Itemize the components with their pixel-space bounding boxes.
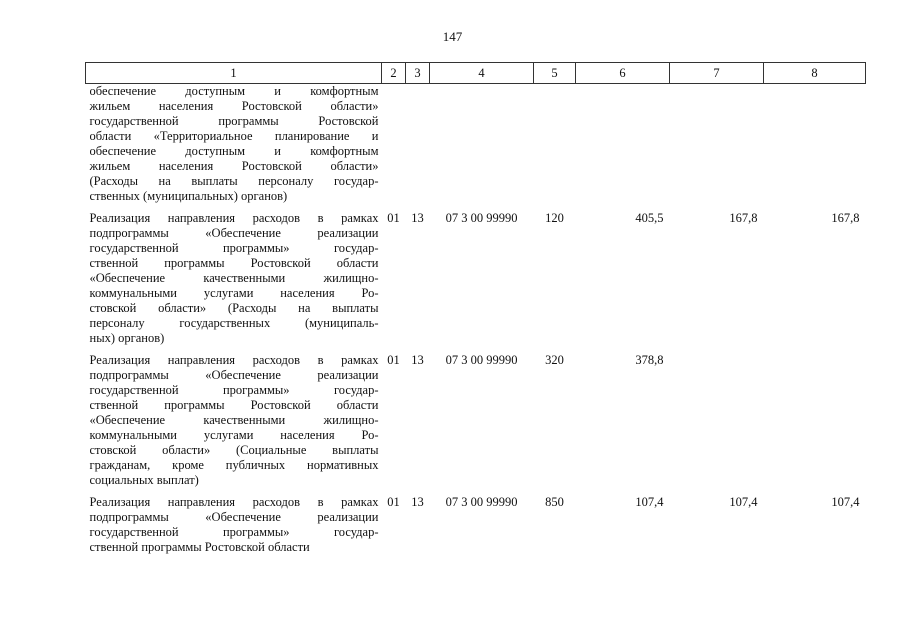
description-line: жильем населения Ростовской области» [89,159,379,173]
description-line: Реализация направления расходов в рамках [89,211,379,225]
amount-year-1: 405,5 [635,211,664,225]
description-line: обеспечение доступным и комфортным [89,144,379,158]
amount-year-2 [670,353,764,495]
subsection-code [406,84,430,212]
description-line: ственной программы Ростовской области [89,398,379,412]
col-header-5: 5 [534,63,576,84]
col-header-2: 2 [382,63,406,84]
row-description [86,353,382,495]
target-article-code: 07 3 00 99990 [445,211,518,225]
subsection-code: 13 [411,211,424,225]
description-line: обеспечение доступным и комфортным [89,84,379,98]
description-line: ственной программы Ростовской области [89,540,310,554]
description-line: социальных выплат) [89,473,199,487]
description-line: области «Территориальное планирование и [89,129,379,143]
col-header-8: 8 [764,63,866,84]
description-line: государственной программы Ростовской [89,114,379,128]
description-line: персоналу государственных (муниципаль- [89,316,379,330]
col-header-6: 6 [576,63,670,84]
row-description [86,495,382,562]
description-line: государственной программы» государ- [89,241,379,255]
row-description [86,84,382,212]
description-line: стовской области» (Социальные выплаты [89,443,379,457]
description-line: подпрограммы «Обеспечение реализации [89,510,379,524]
description-line: подпрограммы «Обеспечение реализации [89,226,379,240]
description-line: государственной программы» государ- [89,525,379,539]
col-header-3: 3 [406,63,430,84]
description-line: «Обеспечение качественными жилищно- [89,271,379,285]
description-line: подпрограммы «Обеспечение реализации [89,368,379,382]
expense-type-code: 850 [545,495,564,509]
page-number: 147 [442,29,463,44]
description-line: Реализация направления расходов в рамках [89,353,379,367]
budget-table [85,62,866,562]
amount-year-1: 378,8 [635,353,664,367]
description-line: гражданам, кроме публичных нормативных [89,458,379,472]
description-line: ственных (муниципальных) органов) [89,189,288,203]
table-row [86,495,866,562]
amount-year-2: 107,4 [729,495,758,509]
target-article-code: 07 3 00 99990 [445,495,518,509]
subsection-code: 13 [411,495,424,509]
description-line: ных) органов) [89,331,165,345]
table-body [86,84,866,563]
description-line: жильем населения Ростовской области» [89,99,379,113]
amount-year-1: 107,4 [635,495,664,509]
expense-type-code: 320 [545,353,564,367]
description-line: (Расходы на выплаты персоналу государ- [89,174,379,188]
section-code: 01 [387,495,400,509]
description-line: государственной программы» государ- [89,383,379,397]
col-header-7: 7 [670,63,764,84]
description-line: коммунальными услугами населения Ро- [89,428,379,442]
amount-year-1 [576,84,670,212]
table-row [86,211,866,353]
expense-type-code: 120 [545,211,564,225]
amount-year-2 [670,84,764,212]
description-line: коммунальными услугами населения Ро- [89,286,379,300]
section-code [382,84,406,212]
description-line: стовской области» (Расходы на выплаты [89,301,379,315]
table-row [86,84,866,212]
section-code: 01 [387,211,400,225]
description-line: ственной программы Ростовской области [89,256,379,270]
subsection-code: 13 [411,353,424,367]
amount-year-2: 167,8 [729,211,758,225]
amount-year-3: 107,4 [831,495,860,509]
description-line: «Обеспечение качественными жилищно- [89,413,379,427]
expense-type-code [534,84,576,212]
header-row [86,63,866,84]
row-description [86,211,382,353]
amount-year-3: 167,8 [831,211,860,225]
description-line: Реализация направления расходов в рамках [89,495,379,509]
col-header-1: 1 [86,63,382,84]
target-article-code [430,84,534,212]
section-code: 01 [387,353,400,367]
amount-year-3 [764,84,866,212]
amount-year-3 [764,353,866,495]
col-header-4: 4 [430,63,534,84]
target-article-code: 07 3 00 99990 [445,353,518,367]
table-row [86,353,866,495]
